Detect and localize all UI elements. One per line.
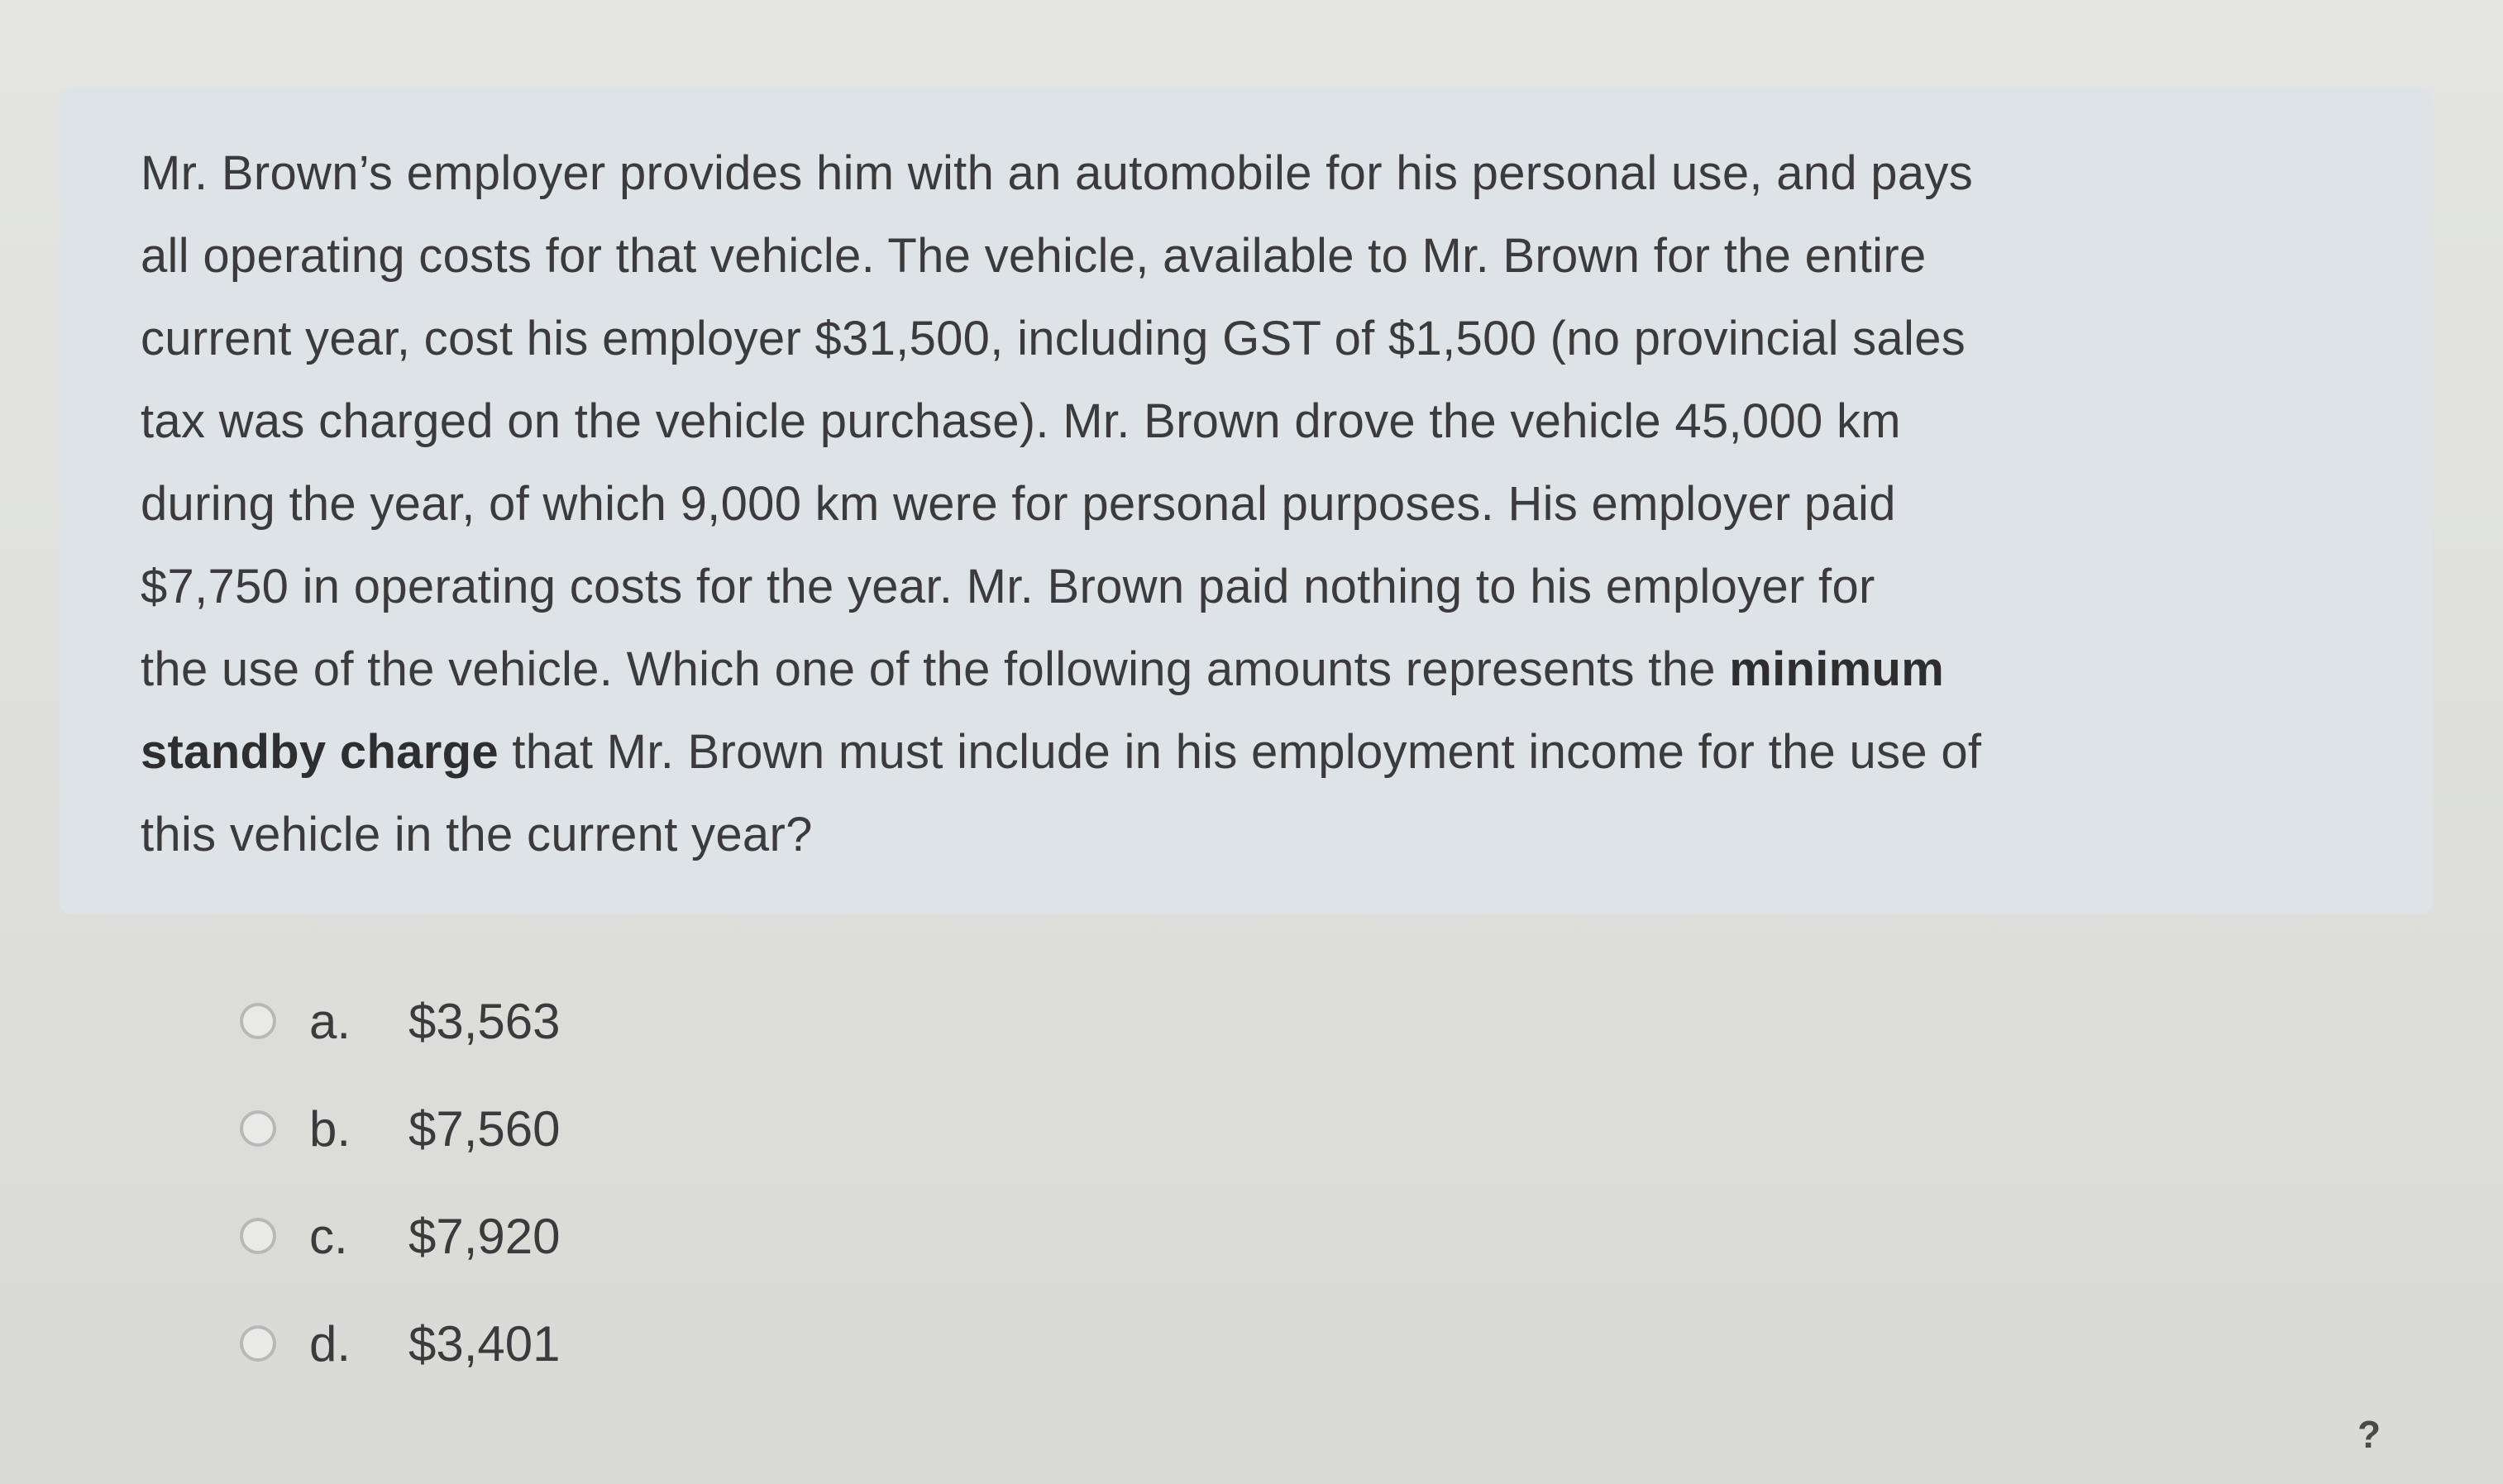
radio-button-c[interactable] — [240, 1218, 276, 1254]
question-text — [141, 132, 2357, 876]
question-line: current year, cost his employer $31,500, including GST of $1,500 (no provincial sales — [141, 312, 1966, 365]
question-line-text: that Mr. Brown must include in his employment income for the use of — [498, 725, 1982, 779]
option-letter: d. — [309, 1315, 351, 1372]
option-c[interactable] — [240, 1182, 984, 1290]
question-line: tax was charged on the vehicle purchase). Mr. Brown drove the vehicle 45,000 km — [141, 394, 1901, 448]
question-line-text: the use of the vehicle. Which one of the following amounts represents the — [141, 642, 1730, 696]
option-value: $7,560 — [408, 1100, 561, 1157]
option-value: $3,401 — [408, 1315, 561, 1372]
emphasis-minimum: minimum — [1729, 642, 1945, 696]
option-d[interactable] — [240, 1290, 984, 1397]
question-line — [141, 628, 2357, 711]
option-letter: c. — [309, 1208, 348, 1264]
option-b[interactable] — [240, 1075, 984, 1182]
answer-options — [240, 967, 984, 1397]
question-line: $7,750 in operating costs for the year. Mr. Brown paid nothing to his employer for — [141, 560, 1875, 613]
question-line: this vehicle in the current year? — [141, 808, 813, 861]
option-letter: a. — [309, 993, 351, 1049]
option-letter: b. — [309, 1100, 351, 1157]
radio-button-d[interactable] — [240, 1325, 276, 1362]
question-line: Mr. Brown’s employer provides him with an automobile for his personal use, and pays — [141, 146, 1974, 200]
radio-button-a[interactable] — [240, 1003, 276, 1039]
option-value: $3,563 — [408, 993, 561, 1049]
question-line: all operating costs for that vehicle. The vehicle, available to Mr. Brown for the entire — [141, 229, 1927, 283]
question-mark-icon[interactable]: ? — [2357, 1413, 2381, 1456]
option-value: $7,920 — [408, 1208, 561, 1264]
option-a[interactable] — [240, 967, 984, 1075]
radio-button-b[interactable] — [240, 1110, 276, 1147]
question-line — [141, 711, 2357, 794]
question-line: during the year, of which 9,000 km were for personal purposes. His employer paid — [141, 477, 1896, 531]
emphasis-standby-charge: standby charge — [141, 725, 499, 779]
